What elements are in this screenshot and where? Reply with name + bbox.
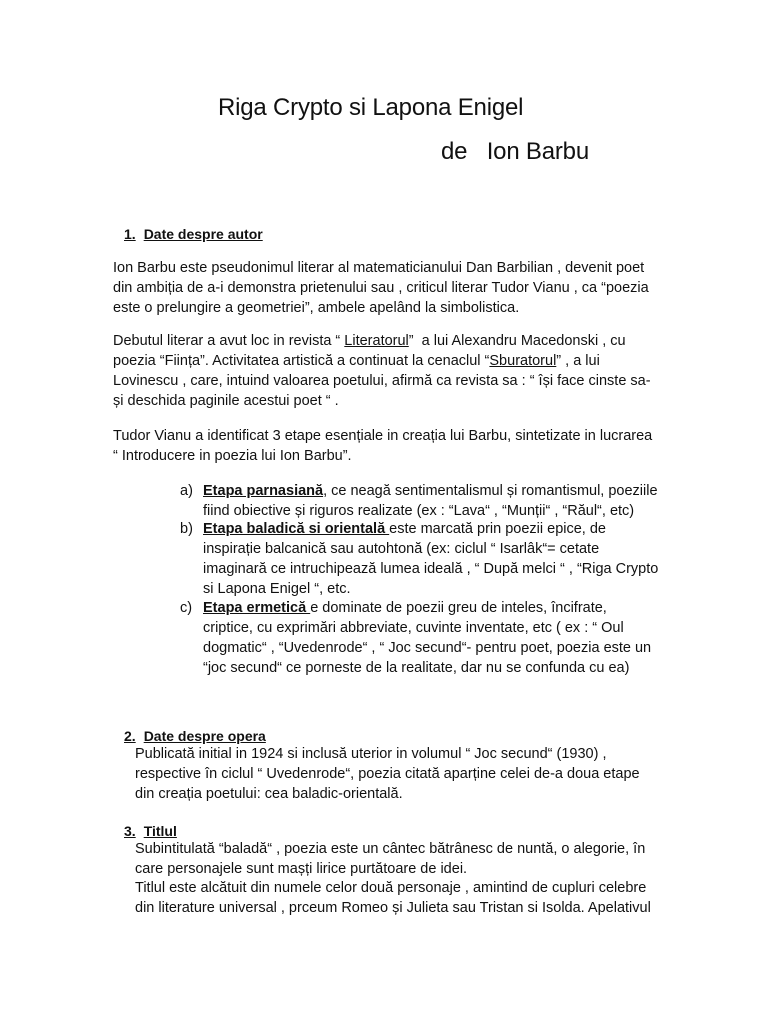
document-byline: de Ion Barbu [441,138,589,165]
text-line: care personajele sunt mașți lirice purtătoare de idei. [135,861,468,877]
text-line: din ambiția de a-i demonstra prietenului sau , criticul literar Tudor Vianu , ca “poezia [113,280,649,296]
section-1-heading [124,225,263,243]
list-item-baladica [203,519,658,599]
list-marker: c) [180,600,193,616]
section-3-number: 3. [124,823,136,839]
text-line: Titlul este alcătuit din numele celor două personaje , amintind de cupluri celebre [135,880,647,896]
text-line: Lovinescu , care, intuind valoarea poetului, afirmă ca revista sa : “ își face cinste sa- [113,373,651,389]
text-line: Ion Barbu este pseudonimul literar al matematicianului Dan Barbilian , devenit poet [113,260,645,276]
text-line [203,481,658,501]
text-line: fiind obiective și riguros realizate (ex : “Lava“ , “Munții“ , “Răul“, etc) [203,503,635,519]
text-segment: poezia “Ființa”. Activitatea artistică a continuat la cenaclul “ [113,353,490,369]
text-line: imaginară ce intruchipează lumea ideală , “ După melci “ , “Riga Crypto [203,561,659,577]
list-marker: b) [180,521,193,537]
section-1-title: Date despre autor [143,226,263,242]
author-paragraph-3 [113,426,652,466]
text-line: Subintitulată “baladă“ , poezia este un cântec bătrânesc de nuntă, o alegorie, în [135,841,646,857]
text-line: din creația poetului: cea baladic-orientală. [135,786,403,802]
document-title: Riga Crypto si Lapona Enigel [218,94,524,121]
author-paragraph-1 [113,258,649,318]
text-segment: ” a lui Alexandru Macedonski , cu [408,333,626,349]
text-segment: ” , a lui [556,353,600,369]
text-line: “joc secund“ ce porneste de la realitate, dar nu se confunda cu ea) [203,660,630,676]
text-line [203,598,651,618]
section-2-heading [124,727,266,745]
text-line: criptice, cu exprimări abbreviate, cuvinte inventate, etc ( ex : “ Oul [203,620,624,636]
text-line [113,351,651,371]
list-item-term: Etapa parnasiană [203,483,324,499]
text-segment: este marcată prin poezii epice, de [389,521,606,537]
author-paragraph-2 [113,331,651,411]
text-line: respective în ciclul “ Uvedenrode“, poezia citată aparține celei de-a doua etape [135,766,640,782]
titlul-paragraph-2 [135,878,651,918]
titlul-paragraph-1 [135,839,645,879]
text-line [203,519,658,539]
list-item-term: Etapa ermetică [203,600,311,616]
literatorul-link[interactable]: Literatorul [344,333,409,349]
text-line: este o prelungire a geometriei”, ambele apelând la simbolistica. [113,300,520,316]
list-item-ermetica [203,598,651,678]
text-line: din literature universal , prceum Romeo și Julieta sau Tristan si Isolda. Apelativul [135,900,651,916]
list-item-parnasiana [203,481,658,521]
text-line: inspirație balcanică sau autohtonă (ex: ciclul “ Isarlâk“= cetate [203,541,600,557]
section-2-number: 2. [124,728,136,744]
section-3-heading [124,822,177,840]
list-item-term: Etapa baladică si orientală [203,521,390,537]
section-3-title: Titlul [143,823,177,839]
section-2-title: Date despre opera [143,728,266,744]
text-segment: e dominate de poezii greu de inteles, încifrate, [310,600,607,616]
text-line: Publicată initial in 1924 si inclusă uterior in volumul “ Joc secund“ (1930) , [135,746,607,762]
section-1-number: 1. [124,226,136,242]
text-line: și deschida paginile acestui poet “ . [113,393,339,409]
text-line: Tudor Vianu a identificat 3 etape esențiale in creația lui Barbu, sintetizate in lucrarea [113,428,653,444]
list-marker: a) [180,483,193,499]
text-line: dogmatic“ , “Uvedenrode“ , “ Joc secund“- pentru poet, poezia este un [203,640,652,656]
text-line: “ Introducere in poezia lui Ion Barbu”. [113,448,352,464]
text-segment: , ce neagă sentimentalismul și romantismul, poeziile [323,483,658,499]
sburatorul-link[interactable]: Sburatorul [489,353,557,369]
opera-paragraph [135,744,640,804]
text-line: si Lapona Enigel “, etc. [203,581,351,597]
text-line [113,331,651,351]
text-segment: Debutul literar a avut loc in revista “ [113,333,345,349]
